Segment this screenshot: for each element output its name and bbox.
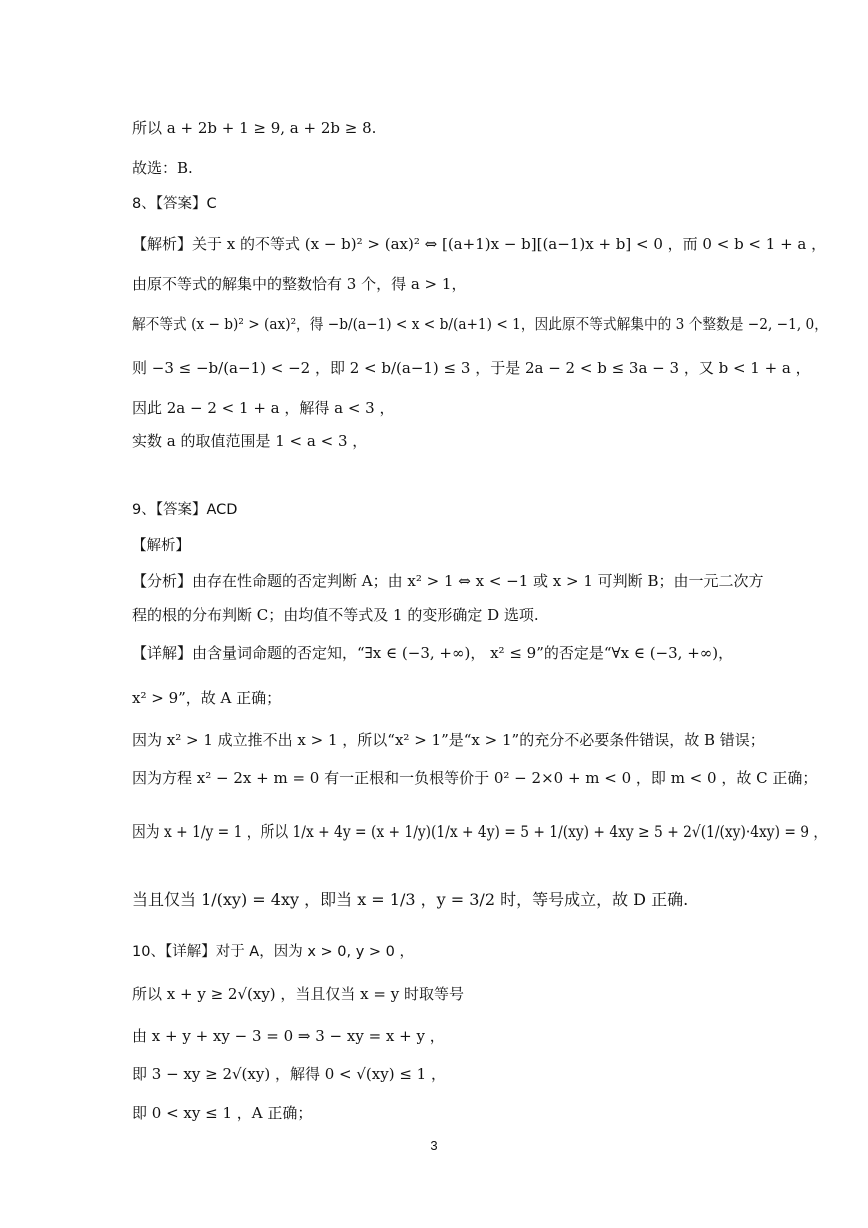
text-line-4: 【解析】关于 x 的不等式 (x − b)² > (ax)² ⇔ [(a+1)x − b][(a−1)x + b] < 0 ，而 0 < b < 1 + a ， bbox=[132, 235, 827, 253]
text-line-16: 因为 x² > 1 成立推不出 x > 1 ，所以“x² > 1”是“x > 1”的充分不必要条件错误，故 B 错误； bbox=[132, 731, 765, 749]
page-number: 3 bbox=[430, 1138, 438, 1153]
text-line-7: 则 −3 ≤ −b/(a−1) < −2 ，即 2 < b/(a−1) ≤ 3 ，于是 2a − 2 < b ≤ 3a − 3 ，又 b < 1 + a ， bbox=[132, 359, 811, 377]
text-line-23: 即 3 − xy ≥ 2√(xy) ，解得 0 < √(xy) ≤ 1 ， bbox=[132, 1065, 446, 1083]
text-line-15: x² > 9”，故 A 正确； bbox=[132, 689, 282, 707]
text-line-18: 因为 x + 1/y = 1 ，所以 1/x + 4y = (x + 1/y)(1/x + 4y) = 5 + 1/(xy) + 4xy ≥ 5 + 2√(1/(xy)·4xy) = 9 ， bbox=[132, 822, 828, 841]
answer-10-heading: 10、【详解】对于 A，因为 x > 0, y > 0 ， bbox=[132, 944, 415, 960]
text-line-8: 因此 2a − 2 < 1 + a ，解得 a < 3 ， bbox=[132, 399, 395, 417]
text-line-12: 【分析】由存在性命题的否定判断 A；由 x² > 1 ⇔ x < −1 或 x > 1 可判断 B；由一元二次方 bbox=[132, 572, 764, 590]
text-line-9: 实数 a 的取值范围是 1 < a < 3 ， bbox=[132, 432, 368, 450]
text-line-5: 由原不等式的解集中的整数恰有 3 个，得 a > 1， bbox=[132, 275, 467, 293]
text-line-14: 【详解】由含量词命题的否定知，“∃x ∈ (−3, +∞)， x² ≤ 9”的否定是“∀x ∈ (−3, +∞)， bbox=[132, 644, 734, 662]
text-line-17: 因为方程 x² − 2x + m = 0 有一正根和一负根等价于 0² − 2×0 + m < 0 ，即 m < 0 ，故 C 正确； bbox=[132, 769, 818, 787]
text-line-6: 解不等式 (x − b)² > (ax)²，得 −b/(a−1) < x < b/(a+1) < 1，因此原不等式解集中的 3 个整数是 −2, −1, 0， bbox=[132, 315, 828, 333]
answer-8-heading: 8、【答案】C bbox=[132, 196, 217, 212]
text-line-13: 程的根的分布判断 C；由均值不等式及 1 的变形确定 D 选项. bbox=[132, 606, 539, 624]
text-line-11: 【解析】 bbox=[132, 538, 190, 554]
text-line-22: 由 x + y + xy − 3 = 0 ⇒ 3 − xy = x + y ， bbox=[132, 1027, 445, 1045]
text-line-19: 当且仅当 1/(xy) = 4xy ，即当 x = 1/3 ，y = 3/2 时，等号成立，故 D 正确. bbox=[132, 890, 689, 909]
text-line-2: 故选：B. bbox=[132, 159, 193, 177]
text-line-1: 所以 a + 2b + 1 ≥ 9, a + 2b ≥ 8. bbox=[132, 119, 377, 137]
answer-9-heading: 9、【答案】ACD bbox=[132, 502, 238, 518]
text-line-21: 所以 x + y ≥ 2√(xy) ，当且仅当 x = y 时取等号 bbox=[132, 985, 464, 1003]
text-line-24: 即 0 < xy ≤ 1 ，A 正确； bbox=[132, 1104, 313, 1122]
